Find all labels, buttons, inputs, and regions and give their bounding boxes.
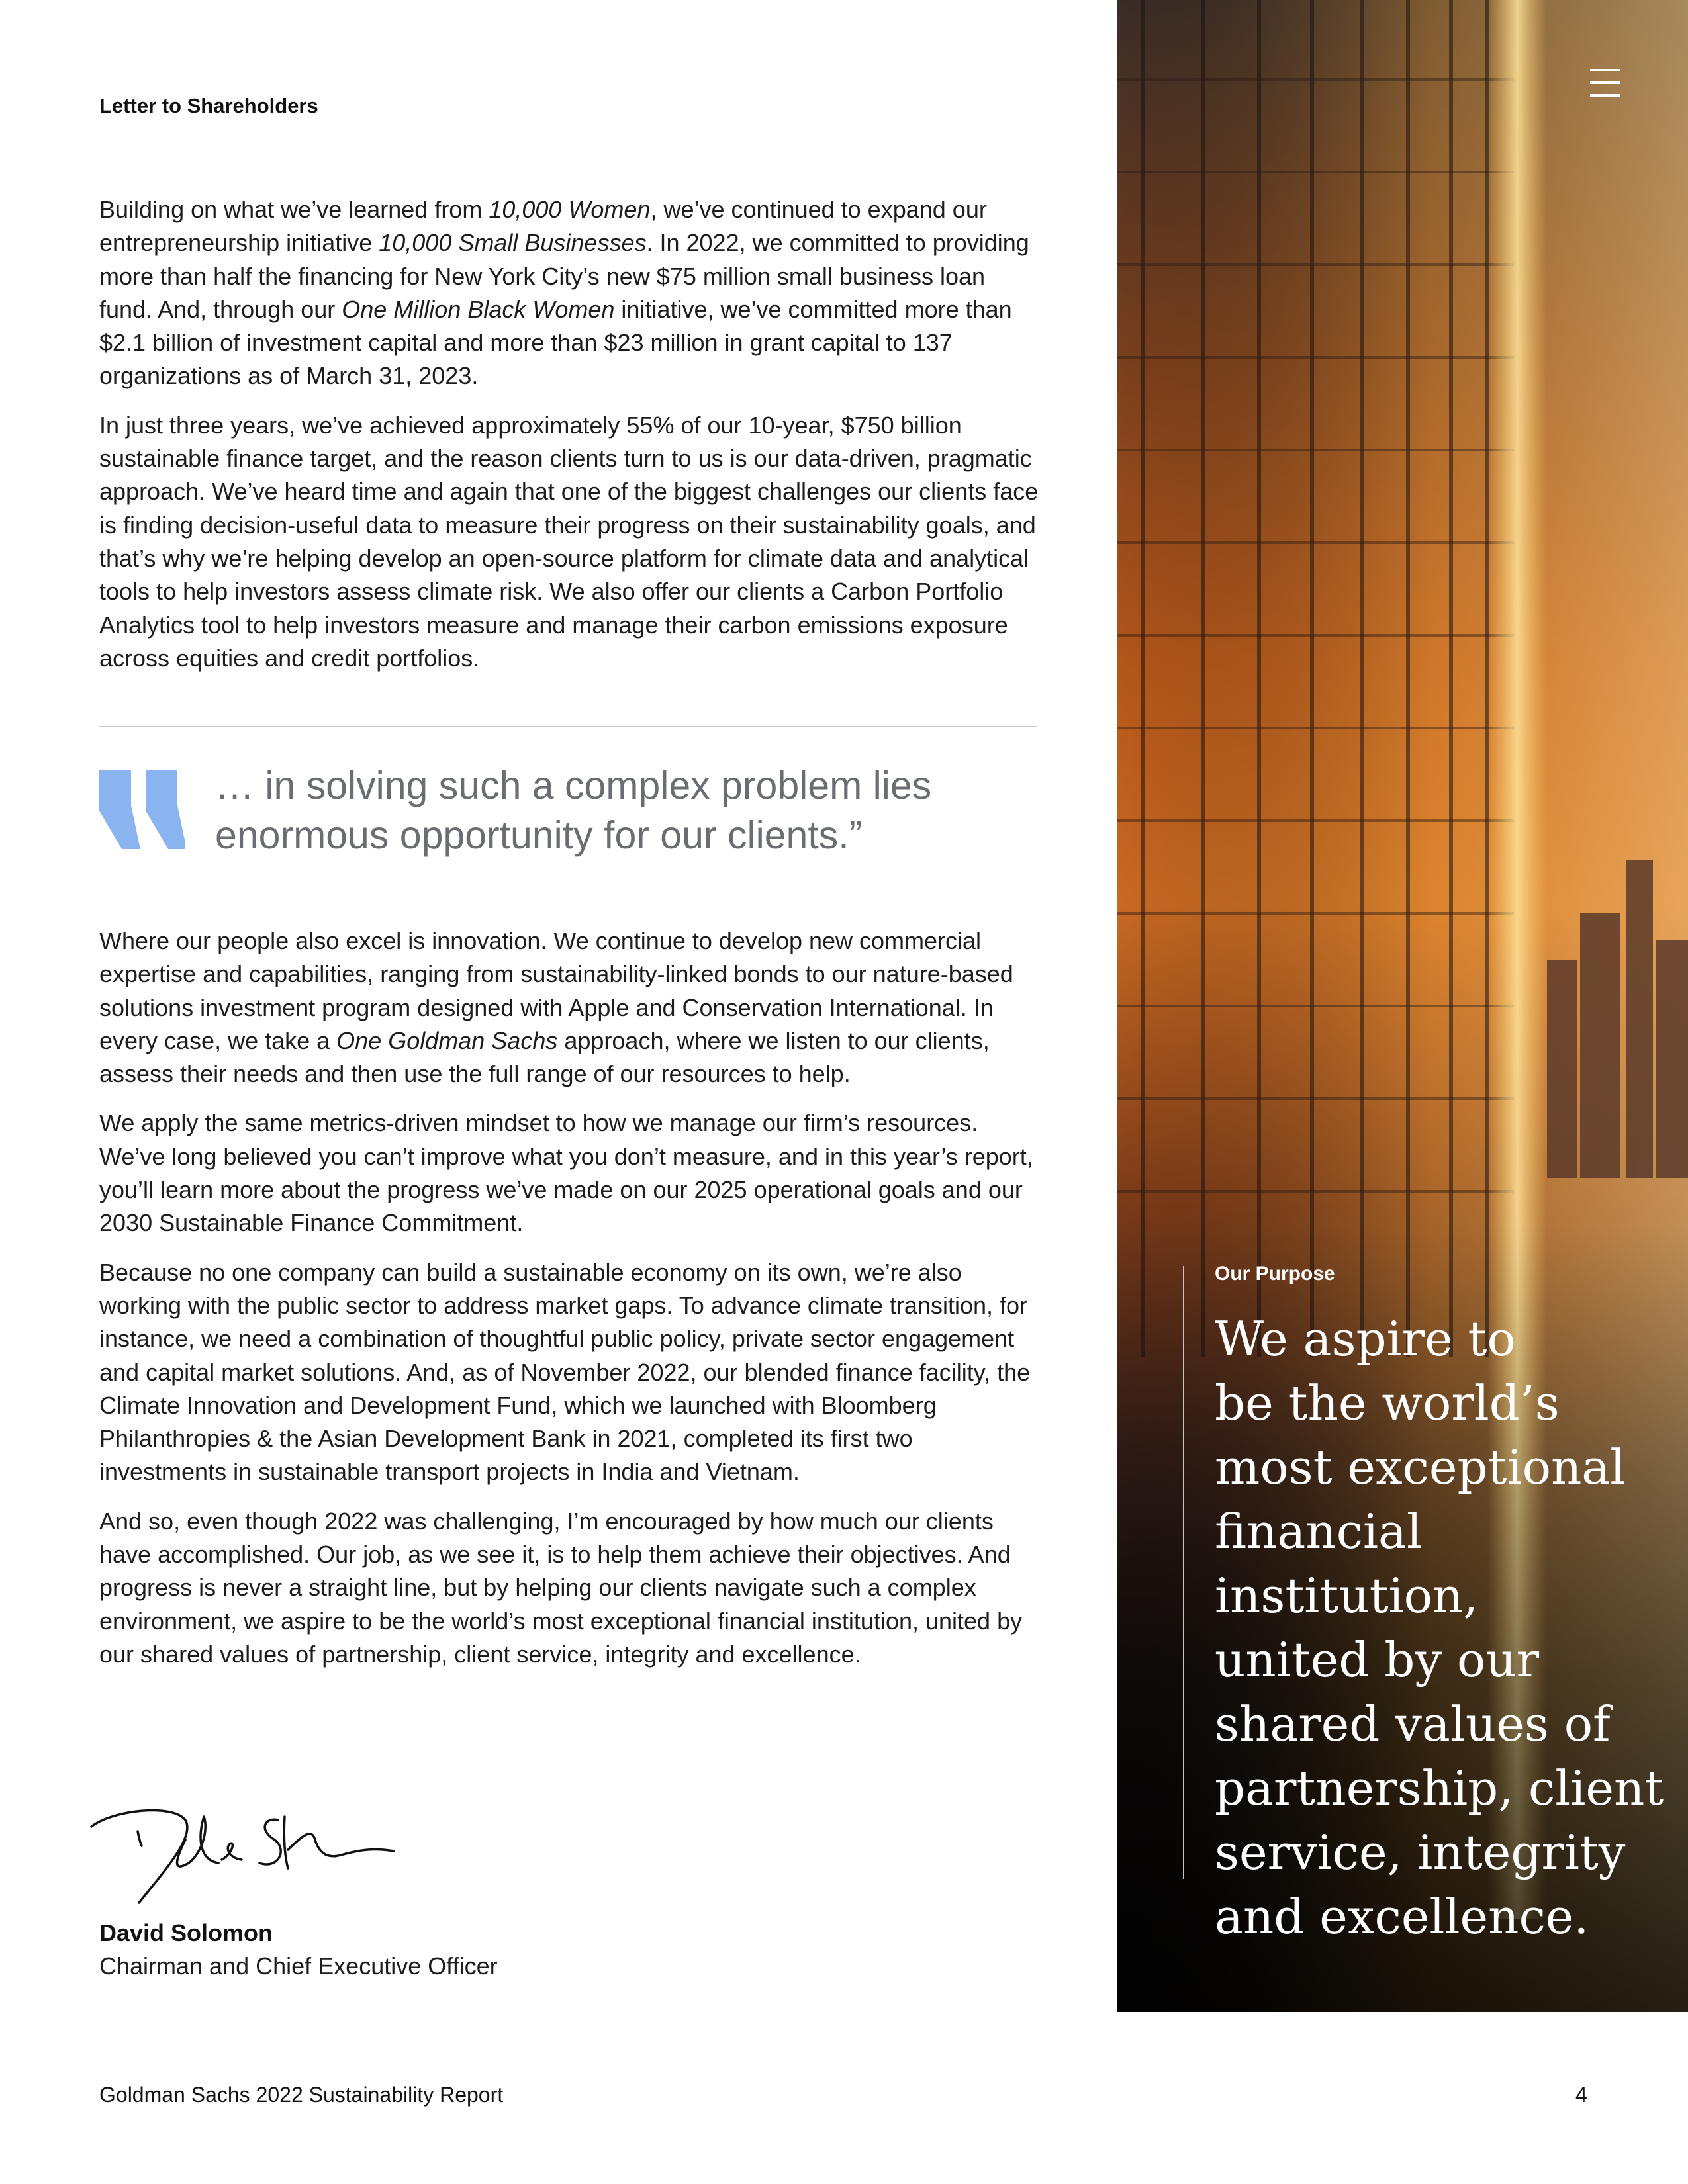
paragraph-4: We apply the same metrics-driven mindset to how we manage our firm’s resources. We’ve long believed you can’t improve what you don’t measure, and in this year’s report, you’ll learn more about the progress we’ve made on our 2025 operational goals and our 2030 Sustainable Finance Commitment. bbox=[99, 1109, 1033, 1237]
purpose-statement: We aspire to be the world’s most exceptional financial institution, united by our shared values of partnership, client service, integrity and excellence. bbox=[1215, 1311, 1664, 1944]
cover-photo-panel bbox=[1117, 0, 1688, 2012]
footer-report-title: Goldman Sachs 2022 Sustainability Report bbox=[99, 2083, 504, 2107]
paragraph-5: Because no one company can build a sustainable economy on its own, we’re also working with the public sector to address market gaps. To advance climate transition, for instance, we need a combination of thoughtful public policy, private sector engagement and capital market solutions. And, as of November 2022, our blended finance facility, the Climate Innovation and Development Fund, which we launched with Bloomberg Philanthropies & the Asian Development Bank in 2021, completed its first two investments in sustainable transport projects in India and Vietnam. bbox=[99, 1258, 1031, 1486]
signature bbox=[86, 1797, 397, 1906]
letter-body-lower bbox=[99, 925, 1039, 1687]
hamburger-menu-icon[interactable] bbox=[1589, 66, 1622, 99]
signer-title: Chairman and Chief Executive Officer bbox=[99, 1952, 498, 1979]
letter-body-upper bbox=[99, 193, 1039, 691]
paragraph-2: In just three years, we’ve achieved approximately 55% of our 10-year, $750 billion sustainable finance target, and the reason clients turn to us is our data-driven, pragmatic approach. We’ve heard time and again that one of the biggest challenges our clients face is finding decision-useful data to measure their progress on their sustainability goals, and that’s why we’re helping develop an open-source platform for climate data and analytical tools to help investors assess climate risk. We also offer our clients a Carbon Portfolio Analytics tool to help investors measure and manage their carbon emissions exposure across equities and credit portfolios. bbox=[99, 411, 1039, 672]
quote-mark-icon bbox=[99, 770, 185, 849]
page-number: 4 bbox=[1575, 2083, 1587, 2107]
pull-quote: … in solving such a complex problem lies enormous opportunity for our clients.” bbox=[215, 764, 932, 857]
paragraph-3: Where our people also excel is innovation. We continue to develop new commercial expertise and capabilities, ranging from sustainability-linked bonds to our nature-based solutions investment program designed with Apple and Conservation International. In every case, we take a One Goldman Sachs approach, where we listen to our clients, assess their needs and then use the full range of our resources to help. bbox=[99, 927, 1013, 1088]
quote-divider bbox=[99, 726, 1037, 727]
section-label: Letter to Shareholders bbox=[99, 94, 318, 117]
signer-name: David Solomon bbox=[99, 1919, 273, 1946]
paragraph-1: Building on what we’ve learned from 10,000 Women, we’ve continued to expand our entrepreneurship initiative 10,000 Small Businesses. In 2022, we committed to providing more than half the financing for New York City’s new $75 million small business loan fund. And, through our One Million Black Women initiative, we’ve committed more than $2.1 billion of investment capital and more than $23 million in grant capital to 137 organizations as of March 31, 2023. bbox=[99, 196, 1029, 390]
paragraph-6: And so, even though 2022 was challenging, I’m encouraged by how much our clients have accomplished. Our job, as we see it, is to help them achieve their objectives. And progress is never a straight line, but by helping our clients navigate such a complex environment, we aspire to be the world’s most exceptional financial institution, united by our shared values of partnership, client service, integrity and excellence. bbox=[99, 1507, 1023, 1668]
purpose-rule bbox=[1183, 1266, 1184, 1879]
purpose-label: Our Purpose bbox=[1215, 1263, 1335, 1285]
